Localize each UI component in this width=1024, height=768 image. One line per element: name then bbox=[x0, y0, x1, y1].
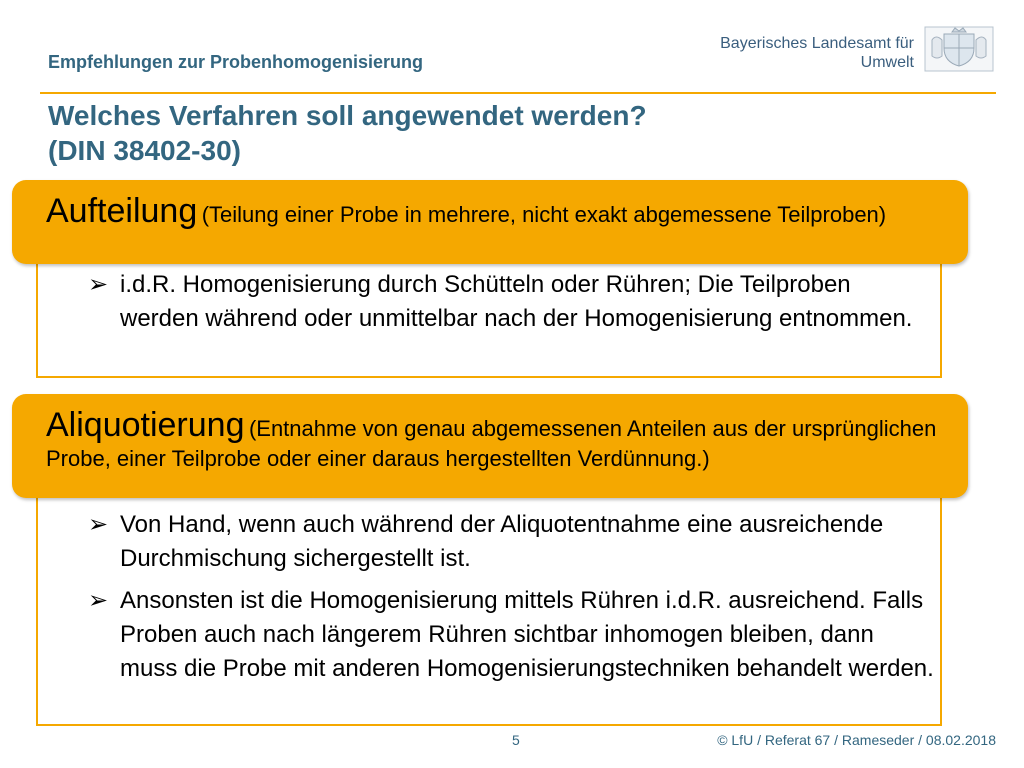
arrow-bullet-icon: ➢ bbox=[88, 271, 109, 298]
callout-term: Aufteilung bbox=[46, 192, 198, 230]
list-item-text: Ansonsten ist die Homogenisierung mittels Rühren i.d.R. ausreichend. Falls Proben auch nach längerem Rühren sichtbar inhomogen bleiben, dann muss die Probe mit anderen Homogenisierungstechniken behandelt werden. bbox=[120, 587, 934, 682]
bavarian-coat-of-arms-icon bbox=[924, 26, 994, 72]
slide-title-line-1: Welches Verfahren soll angewendet werden? bbox=[48, 100, 647, 131]
list-item bbox=[88, 508, 936, 576]
callout-term: Aliquotierung bbox=[46, 406, 245, 444]
callout-description: (Teilung einer Probe in mehrere, nicht exakt abgemessene Teilproben) bbox=[201, 202, 887, 227]
header-divider bbox=[40, 92, 996, 94]
org-line-2: Umwelt bbox=[860, 54, 914, 71]
page-number: 5 bbox=[512, 732, 520, 748]
arrow-bullet-icon: ➢ bbox=[88, 511, 109, 538]
slide-title bbox=[48, 98, 647, 168]
aufteilung-callout bbox=[12, 180, 968, 264]
list-item-text: i.d.R. Homogenisierung durch Schütteln oder Rühren; Die Teilproben werden während oder unmittelbar nach der Homogenisierung entnommen. bbox=[120, 271, 913, 332]
org-line-1: Bayerisches Landesamt für bbox=[720, 35, 914, 52]
list-item bbox=[88, 584, 936, 686]
aliquotierung-callout bbox=[12, 394, 968, 498]
callout-description: (Entnahme von genau abgemessenen Anteilen aus der ursprünglichen Probe, einer Teilprobe oder einer daraus hergestellten Verdünnung.) bbox=[46, 416, 937, 471]
footer-credit: © LfU / Referat 67 / Rameseder / 08.02.2018 bbox=[717, 732, 996, 748]
organization-name bbox=[720, 34, 914, 72]
list-item-text: Von Hand, wenn auch während der Aliquotentnahme eine ausreichende Durchmischung sichergestellt ist. bbox=[120, 511, 884, 572]
slide-title-line-2: (DIN 38402-30) bbox=[48, 135, 241, 166]
section-title: Empfehlungen zur Probenhomogenisierung bbox=[48, 52, 424, 72]
list-item bbox=[88, 268, 936, 336]
arrow-bullet-icon: ➢ bbox=[88, 587, 109, 614]
